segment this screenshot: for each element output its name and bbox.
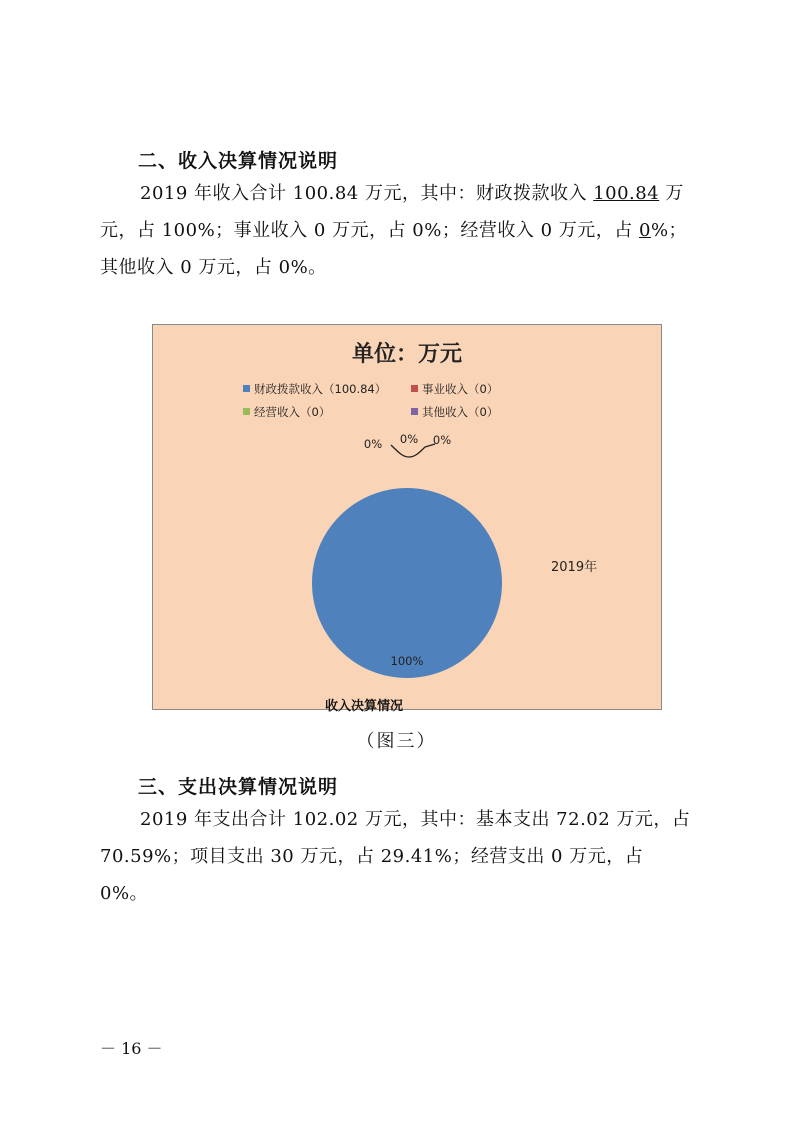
section2-text-3: %；其他收入 0 万元，占 0%。: [100, 220, 688, 278]
chart-title: 单位：万元: [351, 342, 462, 367]
pct-label-0: 100%: [390, 654, 424, 668]
income-pie-chart: [152, 324, 662, 714]
legend-label-0: 财政拨款收入（100.84）: [254, 382, 387, 396]
pct-label-1: 0%: [363, 437, 383, 451]
legend-label-2: 经营收入（0）: [254, 405, 331, 419]
pie-svg: [153, 325, 663, 711]
figure-caption: （图三）: [356, 731, 437, 752]
pct-label-3: 0%: [432, 433, 452, 447]
section2-heading: 二、收入决算情况说明: [138, 150, 339, 172]
section3-heading: 三、支出决算情况说明: [138, 776, 339, 798]
section2-underlined-amount: 100.84: [593, 183, 660, 204]
pie-slice-0: [312, 488, 502, 678]
leader-line-0: [391, 445, 409, 457]
legend-label-3: 其他收入（0）: [422, 405, 499, 419]
section3-paragraph: 2019 年支出合计 102.02 万元，其中：基本支出 72.02 万元，占 70.59%；项目支出 30 万元，占 29.41%；经营支出 0 万元，占 0%。: [100, 809, 691, 904]
legend-label-1: 事业收入（0）: [422, 382, 499, 396]
page-number: － 16 －: [100, 1039, 163, 1058]
section2-paragraph: [100, 175, 692, 286]
leader-line-1: [409, 447, 425, 457]
chart-axis-caption: 收入决算情况: [325, 699, 404, 714]
section2-underlined-zero: 0: [638, 220, 651, 241]
section2-text-1: 2019 年收入合计 100.84 万元，其中：财政拨款收入: [140, 183, 594, 204]
series-label: 2019年: [551, 560, 598, 575]
section2-text-2: 万元，占 100%；事业收入 0 万元，占 0%；经营收入 0 万元，占: [100, 183, 684, 241]
pct-label-2: 0%: [399, 432, 419, 446]
